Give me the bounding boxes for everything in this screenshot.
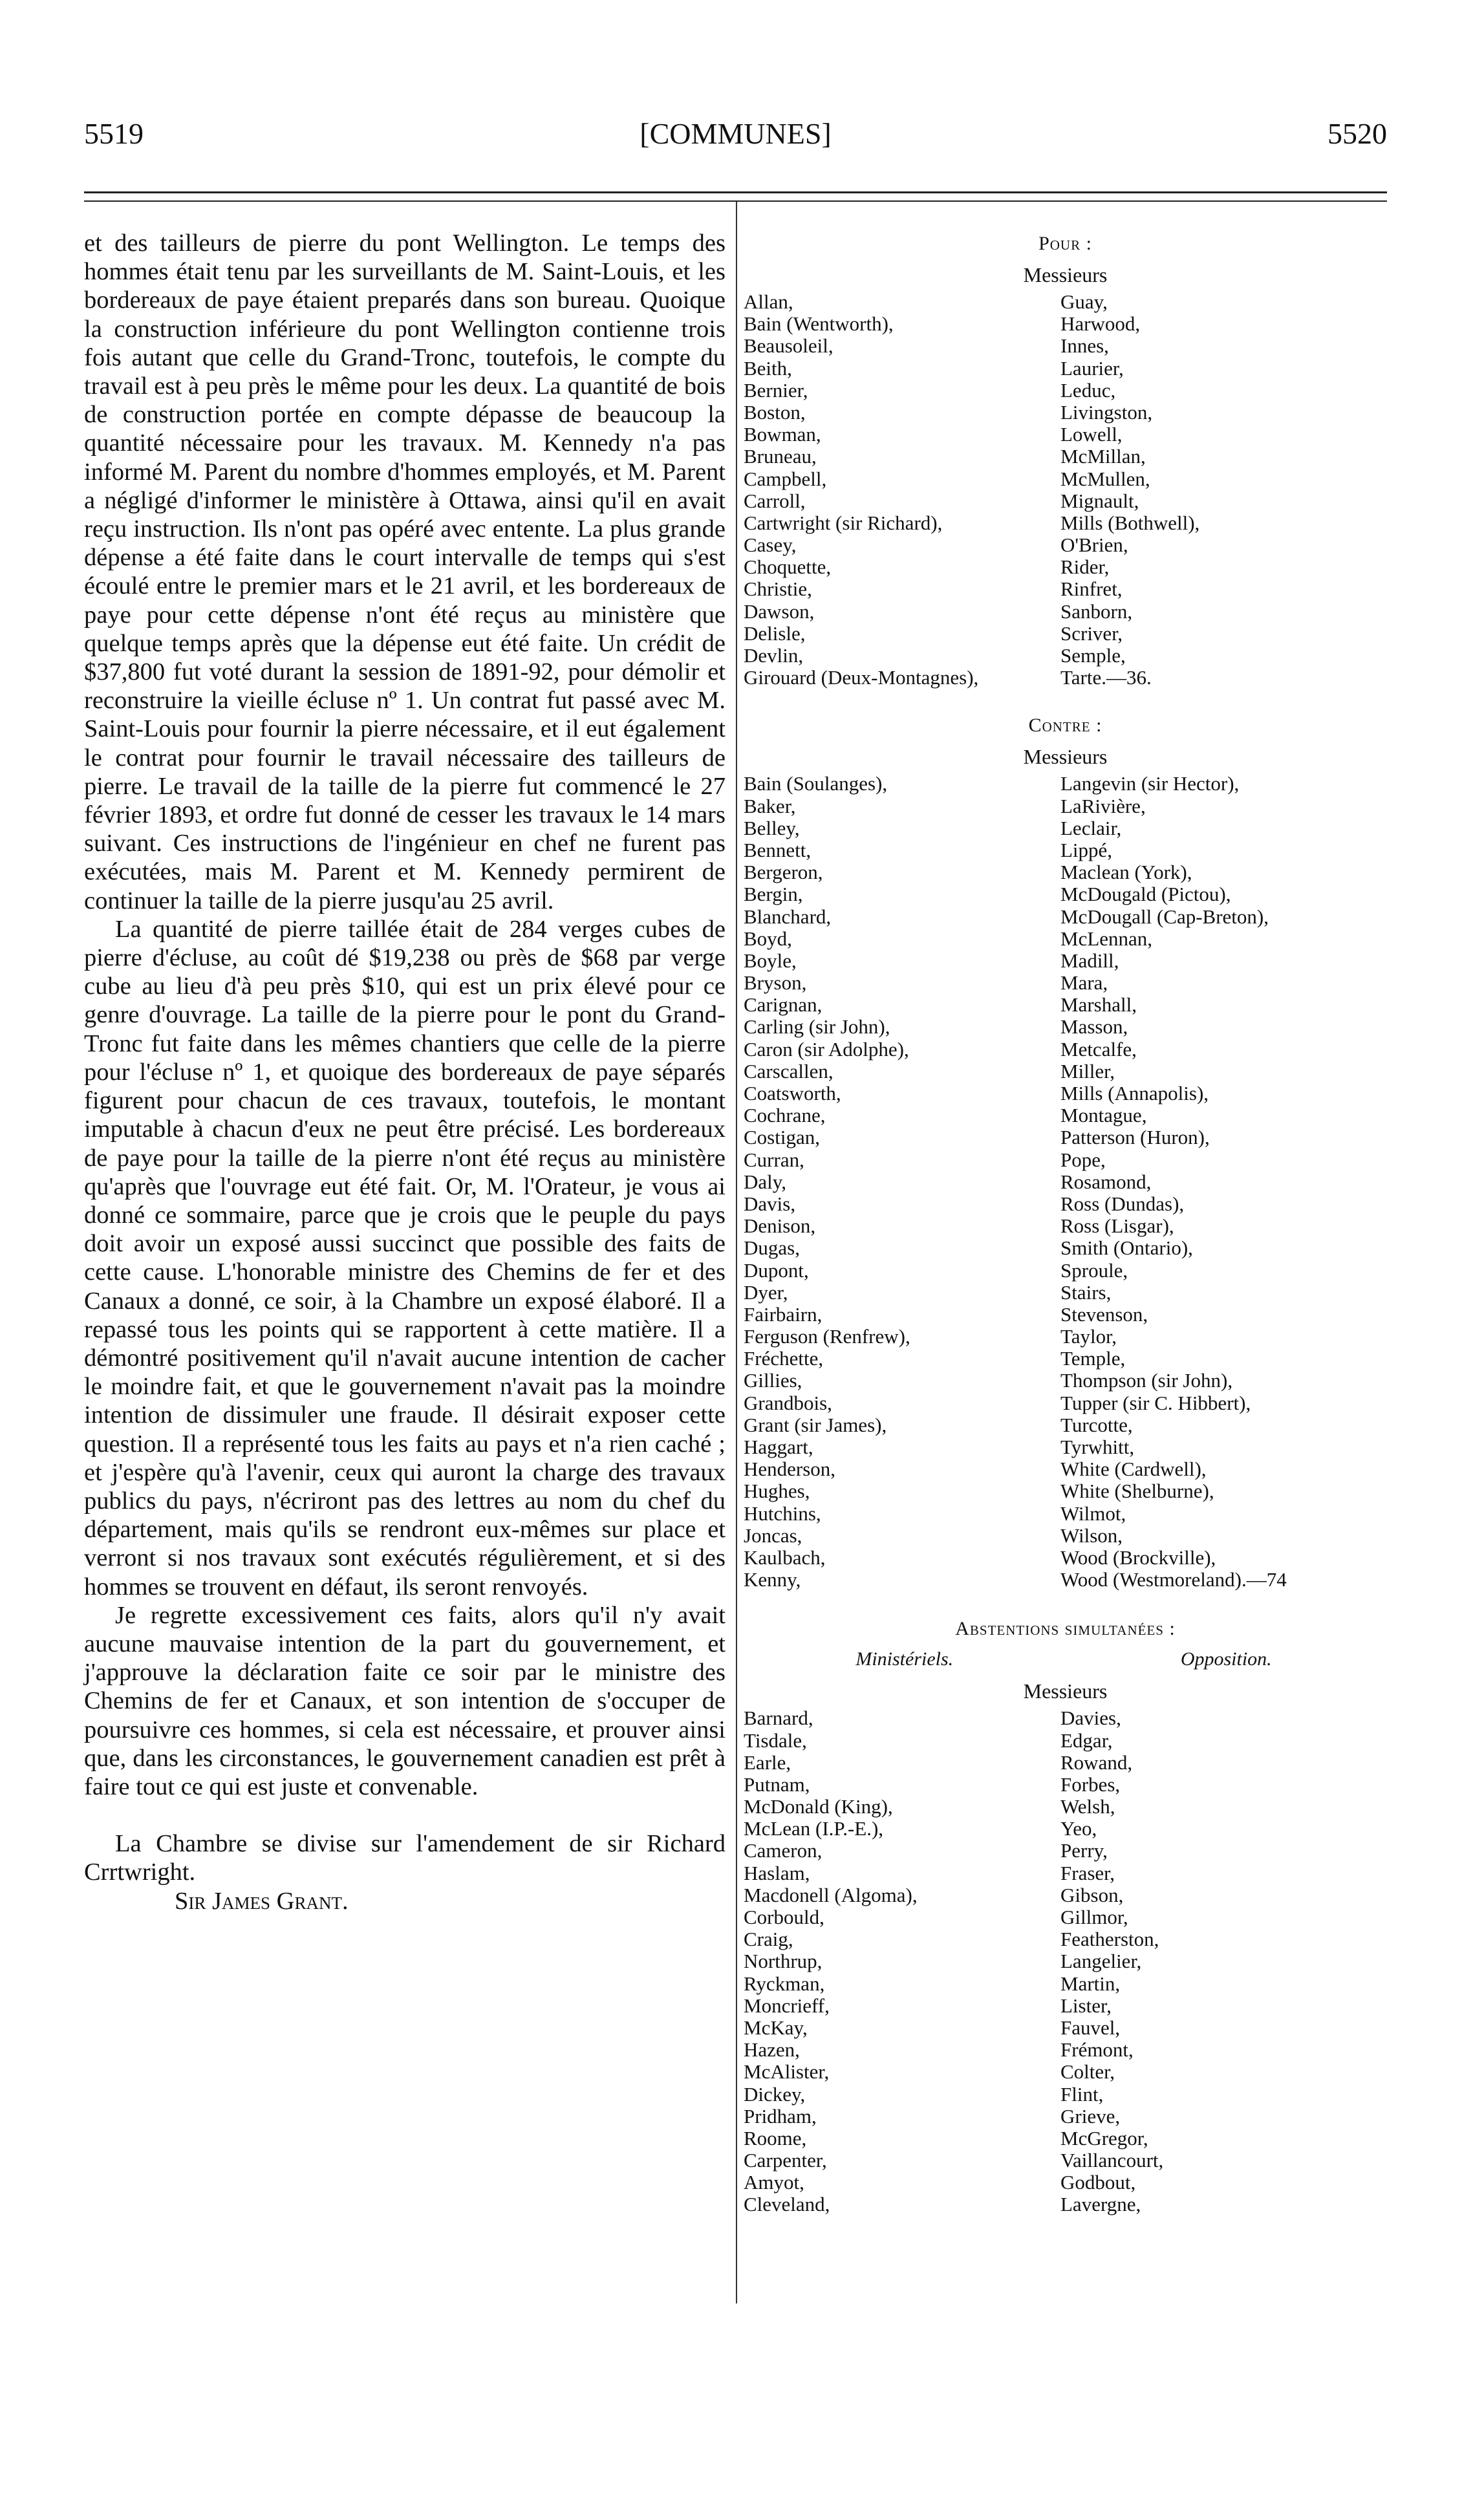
member-name: Marshall, xyxy=(1060,993,1137,1017)
member-name: Rosamond, xyxy=(1060,1170,1152,1193)
vote-row xyxy=(744,623,1387,645)
member-name: McDougald (Pictou), xyxy=(1060,883,1231,906)
member-name: Davies, xyxy=(1060,1707,1121,1730)
speaker-signature: Sir James Grant. xyxy=(175,1887,349,1915)
member-name: Miller, xyxy=(1060,1059,1115,1083)
member-name: Vaillancourt, xyxy=(1060,2149,1164,2172)
abstentions-heading: Abstentions simultanées : xyxy=(955,1618,1176,1640)
vote-row xyxy=(744,1458,1387,1480)
member-name: McMullen, xyxy=(1060,467,1150,490)
vote-row xyxy=(744,380,1387,402)
member-name: Livingston, xyxy=(1060,400,1153,424)
vote-row xyxy=(744,2128,1387,2150)
member-name: Carroll, xyxy=(744,489,806,512)
contre-heading: Contre : xyxy=(1028,715,1102,737)
member-name: Temple, xyxy=(1060,1347,1126,1370)
member-name: Mills (Annapolis), xyxy=(1060,1082,1209,1105)
vote-row xyxy=(744,601,1387,623)
page-number-left: 5519 xyxy=(84,117,144,150)
vote-row xyxy=(744,1503,1387,1525)
member-name: Boyle, xyxy=(744,949,797,972)
member-name: McDonald (King), xyxy=(744,1795,893,1818)
member-name: Davis, xyxy=(744,1192,796,1215)
header-rule-top xyxy=(84,191,1387,193)
vote-row xyxy=(744,1774,1387,1796)
member-name: Lister, xyxy=(1060,1994,1112,2017)
member-name: Tisdale, xyxy=(744,1729,807,1752)
vote-row xyxy=(744,773,1387,795)
member-name: Kenny, xyxy=(744,1568,801,1591)
member-name: McGregor, xyxy=(1060,2126,1148,2150)
member-name: McDougall (Cap-Breton), xyxy=(1060,905,1269,928)
member-name: Martin, xyxy=(1060,1972,1121,1995)
member-name: Maclean (York), xyxy=(1060,861,1192,884)
member-name: Welsh, xyxy=(1060,1795,1115,1818)
member-name: Dyer, xyxy=(744,1280,788,1304)
vote-row xyxy=(744,1569,1387,1591)
vote-row xyxy=(744,1237,1387,1259)
member-name: Turcotte, xyxy=(1060,1413,1133,1436)
vote-row xyxy=(744,928,1387,950)
member-name: McLean (I.P.-E.), xyxy=(744,1817,884,1840)
member-name: Moncrieff, xyxy=(744,1994,830,2017)
member-name: Cameron, xyxy=(744,1839,823,1862)
vote-row xyxy=(744,1193,1387,1215)
vote-row xyxy=(744,950,1387,972)
member-name: Choquette, xyxy=(744,555,832,579)
member-name: Girouard (Deux-Montagnes), xyxy=(744,666,979,689)
member-name: Hazen, xyxy=(744,2038,800,2062)
vote-row xyxy=(744,817,1387,839)
vote-row xyxy=(744,2106,1387,2128)
member-name: Ferguson (Renfrew), xyxy=(744,1325,910,1348)
member-name: Godbout, xyxy=(1060,2171,1136,2194)
member-name: Baker, xyxy=(744,794,796,817)
vote-row xyxy=(744,1796,1387,1818)
member-name: Bergeron, xyxy=(744,861,823,884)
member-name: Laurier, xyxy=(1060,356,1124,380)
member-name: Craig, xyxy=(744,1928,793,1951)
member-name: Semple, xyxy=(1060,644,1126,667)
member-name: Harwood, xyxy=(1060,312,1141,336)
vote-row xyxy=(744,490,1387,512)
member-name: Grant (sir James), xyxy=(744,1413,887,1436)
member-name: Carling (sir John), xyxy=(744,1015,890,1039)
member-name: Blanchard, xyxy=(744,905,832,928)
member-name: Rowand, xyxy=(1060,1751,1133,1774)
vote-row xyxy=(744,313,1387,335)
vote-row xyxy=(744,1480,1387,1502)
member-name: Bernier, xyxy=(744,378,808,402)
member-name: Fairbairn, xyxy=(744,1302,823,1326)
member-name: Belley, xyxy=(744,816,800,839)
vote-row xyxy=(744,1525,1387,1547)
member-name: Roome, xyxy=(744,2126,807,2150)
member-name: Haggart, xyxy=(744,1436,813,1458)
member-name: Pridham, xyxy=(744,2104,817,2128)
member-name: Fraser, xyxy=(1060,1861,1115,1884)
vote-row xyxy=(744,2084,1387,2106)
member-name: Carscallen, xyxy=(744,1059,833,1083)
member-name: Masson, xyxy=(1060,1015,1128,1039)
member-name: Tyrwhitt, xyxy=(1060,1436,1135,1458)
member-name: Smith (Ontario), xyxy=(1060,1236,1193,1260)
member-name: Frémont, xyxy=(1060,2038,1134,2062)
member-name: Sproule, xyxy=(1060,1258,1128,1282)
vote-row xyxy=(744,2150,1387,2171)
vote-row xyxy=(744,1973,1387,1995)
vote-row xyxy=(744,1436,1387,1458)
member-name: Ross (Lisgar), xyxy=(1060,1214,1174,1238)
member-name: Beausoleil, xyxy=(744,334,833,358)
member-name: Taylor, xyxy=(1060,1325,1117,1348)
member-name: McMillan, xyxy=(1060,445,1146,468)
member-name: Caron (sir Adolphe), xyxy=(744,1037,909,1061)
member-name: Innes, xyxy=(1060,334,1109,358)
vote-row xyxy=(744,2061,1387,2083)
vote-row xyxy=(744,1016,1387,1038)
header-title: [COMMUNES] xyxy=(640,117,832,150)
vote-row xyxy=(744,578,1387,600)
vote-row xyxy=(744,1818,1387,1840)
member-name: Rider, xyxy=(1060,555,1110,579)
vote-row xyxy=(744,1370,1387,1392)
vote-row xyxy=(744,861,1387,883)
member-name: Christie, xyxy=(744,577,812,601)
vote-row xyxy=(744,1105,1387,1126)
vote-row xyxy=(744,358,1387,380)
vote-row xyxy=(744,1995,1387,2017)
member-name: Pope, xyxy=(1060,1148,1106,1171)
member-name: Bain (Soulanges), xyxy=(744,772,888,795)
member-name: Earle, xyxy=(744,1751,791,1774)
vote-row xyxy=(744,2171,1387,2193)
member-name: Grieve, xyxy=(1060,2104,1121,2128)
vote-row xyxy=(744,1950,1387,1972)
vote-row xyxy=(744,1061,1387,1083)
member-name: Edgar, xyxy=(1060,1729,1113,1752)
member-name: Metcalfe, xyxy=(1060,1037,1137,1061)
member-name: White (Cardwell), xyxy=(1060,1458,1207,1481)
abstentions-groups xyxy=(744,1644,1387,1675)
member-name: Carpenter, xyxy=(744,2149,827,2172)
paragraph-3: Je regrette excessivement ces faits, alors qu'il n'y avait aucune mauvaise intention de la part du gouvernement, et j'approuve la déclaration faite ce soir par le ministre des Chemins de fer et Canaux, et son intention de s'occuper de poursuivre ces hommes, si cela est nécessaire, et prouver ainsi que, dans les circonstances, le gouvernement canadien est prêt à faire tout ce qui est juste et convenable. xyxy=(84,1601,726,1800)
member-name: Ryckman, xyxy=(744,1972,825,1995)
abstentions-opposition-label: Opposition. xyxy=(1180,1648,1272,1670)
member-name: Cleveland, xyxy=(744,2193,830,2216)
member-name: Scriver, xyxy=(1060,621,1123,645)
member-name: Curran, xyxy=(744,1148,804,1171)
vote-row xyxy=(744,795,1387,817)
member-name: Tupper (sir C. Hibbert), xyxy=(1060,1391,1251,1414)
vote-row xyxy=(744,335,1387,357)
member-name: Thompson (sir John), xyxy=(1060,1369,1233,1392)
vote-row xyxy=(744,1730,1387,1752)
paragraph-1: et des tailleurs de pierre du pont Wellington. Le temps des hommes était tenu par les surveillants de M. Saint-Louis, et les bordereaux de paye étaient preparés dans son bureau. Quoique la construction inférieure du pont Wellington contienne trois fois autant que celle du Grand-Tronc, toutefois, le compte du travail est à peu près le même pour les deux. La quantité de bois de construction portée en compte dépasse de beaucoup la quantité nécessaire pour les travaux. M. Kennedy n'a pas informé M. Parent du nombre d'hommes employés, et M. Parent a négligé d'informer le ministère à Ottawa, ainsi qu'il en avait reçu instruction. Ils n'ont pas opéré avec entente. La plus grande dépense a été faite dans le court intervalle de temps qui s'est écoulé entre le premier mars et le 21 avril, et les bordereaux de paye pour cette dépense n'ont été reçus au ministère que quelque temps après que la dépense eut été faite. Un crédit de $37,800 fut voté durant la session de 1891-92, pour démolir et reconstruire la vieille écluse nº 1. Un contrat fut passé avec M. Saint-Louis pour fournir la pierre nécessaire, et il eut également le contrat pour fournir le travail nécessaire des tailleurs de pierre. Le travail de la taille de la pierre fut commencé le 27 février 1893, et ordre fut donné de cesser les travaux le 14 mars suivant. Ces instructions de l'ingénieur en chef ne furent pas exécutées, mais M. Parent et M. Kennedy permirent de continuer la taille de la pierre jusqu'au 25 avril. xyxy=(84,230,726,914)
abstentions-list xyxy=(744,1707,1387,2215)
vote-row xyxy=(744,883,1387,905)
vote-row xyxy=(744,1884,1387,1906)
vote-row xyxy=(744,468,1387,490)
member-name: Bryson, xyxy=(744,971,807,995)
vote-row xyxy=(744,1862,1387,1884)
vote-row xyxy=(744,556,1387,578)
member-name: Campbell, xyxy=(744,467,827,490)
vote-row xyxy=(744,645,1387,667)
member-name: Sanborn, xyxy=(1060,599,1133,623)
member-name: Mignault, xyxy=(1060,489,1139,512)
member-name: Denison, xyxy=(744,1214,816,1238)
member-name: Dugas, xyxy=(744,1236,800,1260)
member-name: Amyot, xyxy=(744,2171,804,2194)
member-name: Macdonell (Algoma), xyxy=(744,1883,918,1906)
vote-row xyxy=(744,839,1387,861)
member-name: Delisle, xyxy=(744,621,806,645)
member-name: Forbes, xyxy=(1060,1773,1121,1796)
pour-subheading: Messieurs xyxy=(1023,263,1108,286)
contre-subheading: Messieurs xyxy=(1023,745,1108,769)
vote-row xyxy=(744,512,1387,534)
member-name: Wood (Westmoreland).—74 xyxy=(1060,1568,1287,1591)
vote-row xyxy=(744,1126,1387,1148)
vote-row xyxy=(744,2017,1387,2039)
contre-list xyxy=(744,773,1387,1591)
member-name: Colter, xyxy=(1060,2060,1115,2084)
member-name: Bennett, xyxy=(744,838,812,861)
member-name: Beith, xyxy=(744,356,792,380)
member-name: O'Brien, xyxy=(1060,533,1128,557)
vote-row xyxy=(744,1392,1387,1414)
member-name: Yeo, xyxy=(1060,1817,1097,1840)
member-name: Northrup, xyxy=(744,1950,823,1973)
member-name: Lippé, xyxy=(1060,838,1113,861)
vote-row xyxy=(744,446,1387,468)
member-name: Hutchins, xyxy=(744,1502,821,1525)
abstentions-subheading: Messieurs xyxy=(1023,1679,1108,1703)
vote-row xyxy=(744,667,1387,689)
member-name: Montague, xyxy=(1060,1104,1147,1127)
member-name: Bergin, xyxy=(744,883,803,906)
vote-row xyxy=(744,1171,1387,1193)
pour-heading: Pour : xyxy=(1038,233,1092,254)
member-name: Madill, xyxy=(1060,949,1119,972)
member-name: Gibson, xyxy=(1060,1883,1124,1906)
member-name: Leclair, xyxy=(1060,816,1122,839)
page-header xyxy=(84,116,1387,168)
right-column xyxy=(744,229,1387,2216)
vote-row xyxy=(744,1215,1387,1237)
member-name: Daly, xyxy=(744,1170,786,1193)
member-name: Bowman, xyxy=(744,423,821,446)
member-name: Langelier, xyxy=(1060,1950,1142,1973)
vote-row xyxy=(744,1149,1387,1171)
member-name: Stevenson, xyxy=(1060,1302,1148,1326)
vote-row xyxy=(744,1326,1387,1348)
member-name: Lavergne, xyxy=(1060,2193,1141,2216)
member-name: McAlister, xyxy=(744,2060,830,2084)
member-name: Devlin, xyxy=(744,644,804,667)
member-name: White (Shelburne), xyxy=(1060,1480,1214,1503)
paragraph-division: La Chambre se divise sur l'amendement de sir Richard Crrtwright. xyxy=(84,1830,726,1886)
vote-row xyxy=(744,1083,1387,1105)
member-name: Gillmor, xyxy=(1060,1906,1128,1928)
member-name: Mills (Bothwell), xyxy=(1060,511,1200,534)
member-name: Cartwright (sir Richard), xyxy=(744,511,943,534)
vote-row xyxy=(744,1840,1387,1862)
member-name: Wilson, xyxy=(1060,1524,1123,1547)
member-name: Allan, xyxy=(744,290,793,313)
vote-row xyxy=(744,402,1387,424)
member-name: Patterson (Huron), xyxy=(1060,1126,1210,1149)
vote-row xyxy=(744,1906,1387,1928)
vote-row xyxy=(744,1304,1387,1326)
vote-row xyxy=(744,994,1387,1016)
member-name: Ross (Dundas), xyxy=(1060,1192,1185,1215)
vote-row xyxy=(744,1928,1387,1950)
page-number-right: 5520 xyxy=(1328,117,1387,150)
abstentions-ministerial-label: Ministériels. xyxy=(855,1648,954,1670)
left-column xyxy=(84,229,726,1915)
member-name: Mara, xyxy=(1060,971,1108,995)
member-name: Cochrane, xyxy=(744,1104,826,1127)
paragraph-2: La quantité de pierre taillée était de 284 verges cubes de pierre d'écluse, au coût dé $19,238 ou près de $68 par verge cube au lieu d'à peu près $10, qui est un prix élevé pour ce genre d'ouvrage. La taille de la pierre pour le pont du Grand-Tronc fut faite dans les mêmes chantiers que celle de la pierre pour l'écluse nº 1, et quoique des bordereaux de paye séparés figurent pour chacun de ces travaux, toutefois, le montant imputable à chacun d'eux ne peut être précisé. Les bordereaux de paye pour la taille de la pierre n'ont été reçus au ministère qu'après que l'ouvrage eut été fait. Or, M. l'Orateur, je vous ai donné ce sommaire, parce que je crois que le peuple du pays doit avoir un exposé aussi succinct que possible des faits de cette cause. L'honorable ministre des Chemins de fer et des Canaux a donné, ce soir, à la Chambre un exposé élaboré. Il a repassé tous les points qui se rapportent à cette matière. Il a démontré positivement qu'il n'avait aucune intention de cacher le moindre fait, et que le gouvernement n'avait pas la moindre intention de dissimuler une fraude. Il désirait exposer cette question. Il a représenté tous les faits au pays et n'a rien caché ; et j'espère qu'à l'avenir, ceux qui auront la charge des travaux publics du pays, n'écriront pas des lettres au nom du chef du département, mais qu'ils se rendront eux-mêmes sur place et verront si nos travaux sont exécutés régulièrement, et si des hommes se trouvent en défaut, ils seront renvoyés. xyxy=(84,915,726,1600)
member-name: Boston, xyxy=(744,400,806,424)
vote-row xyxy=(744,906,1387,928)
member-name: LaRivière, xyxy=(1060,794,1146,817)
member-name: Henderson, xyxy=(744,1458,836,1481)
member-name: Joncas, xyxy=(744,1524,802,1547)
member-name: Featherston, xyxy=(1060,1928,1159,1951)
member-name: McKay, xyxy=(744,2016,808,2039)
member-name: Barnard, xyxy=(744,1707,813,1730)
vote-row xyxy=(744,1752,1387,1774)
vote-row xyxy=(744,534,1387,556)
vote-row xyxy=(744,424,1387,446)
member-name: Tarte.—36. xyxy=(1060,666,1152,689)
member-name: Putnam, xyxy=(744,1773,810,1796)
member-name: Wood (Brockville), xyxy=(1060,1546,1216,1569)
member-name: Costigan, xyxy=(744,1126,820,1149)
member-name: Haslam, xyxy=(744,1861,810,1884)
member-name: Leduc, xyxy=(1060,378,1116,402)
member-name: Bruneau, xyxy=(744,445,817,468)
vote-row xyxy=(744,2193,1387,2215)
member-name: Coatsworth, xyxy=(744,1082,841,1105)
member-name: Bain (Wentworth), xyxy=(744,312,894,336)
member-name: Flint, xyxy=(1060,2082,1104,2106)
vote-row xyxy=(744,1282,1387,1304)
member-name: Perry, xyxy=(1060,1839,1108,1862)
member-name: Lowell, xyxy=(1060,423,1123,446)
member-name: Guay, xyxy=(1060,290,1108,313)
member-name: Boyd, xyxy=(744,927,792,950)
member-name: Casey, xyxy=(744,533,797,557)
vote-row xyxy=(744,1707,1387,1729)
member-name: Hughes, xyxy=(744,1480,810,1503)
member-name: Wilmot, xyxy=(1060,1502,1126,1525)
member-name: Kaulbach, xyxy=(744,1546,826,1569)
vote-row xyxy=(744,1547,1387,1569)
member-name: Fréchette, xyxy=(744,1347,824,1370)
member-name: Langevin (sir Hector), xyxy=(1060,772,1240,795)
member-name: Dickey, xyxy=(744,2082,806,2106)
vote-row xyxy=(744,1039,1387,1061)
member-name: Fauvel, xyxy=(1060,2016,1121,2039)
member-name: Dawson, xyxy=(744,599,815,623)
vote-row xyxy=(744,2039,1387,2061)
vote-row xyxy=(744,972,1387,994)
member-name: McLennan, xyxy=(1060,927,1153,950)
pour-list xyxy=(744,291,1387,689)
member-name: Gillies, xyxy=(744,1369,802,1392)
member-name: Dupont, xyxy=(744,1258,809,1282)
member-name: Grandbois, xyxy=(744,1391,832,1414)
vote-row xyxy=(744,1348,1387,1370)
member-name: Stairs, xyxy=(1060,1280,1112,1304)
vote-row xyxy=(744,1414,1387,1436)
member-name: Rinfret, xyxy=(1060,577,1123,601)
member-name: Carignan, xyxy=(744,993,823,1017)
column-divider xyxy=(736,202,737,2303)
vote-row xyxy=(744,291,1387,313)
vote-row xyxy=(744,1260,1387,1282)
member-name: Corbould, xyxy=(744,1906,824,1928)
